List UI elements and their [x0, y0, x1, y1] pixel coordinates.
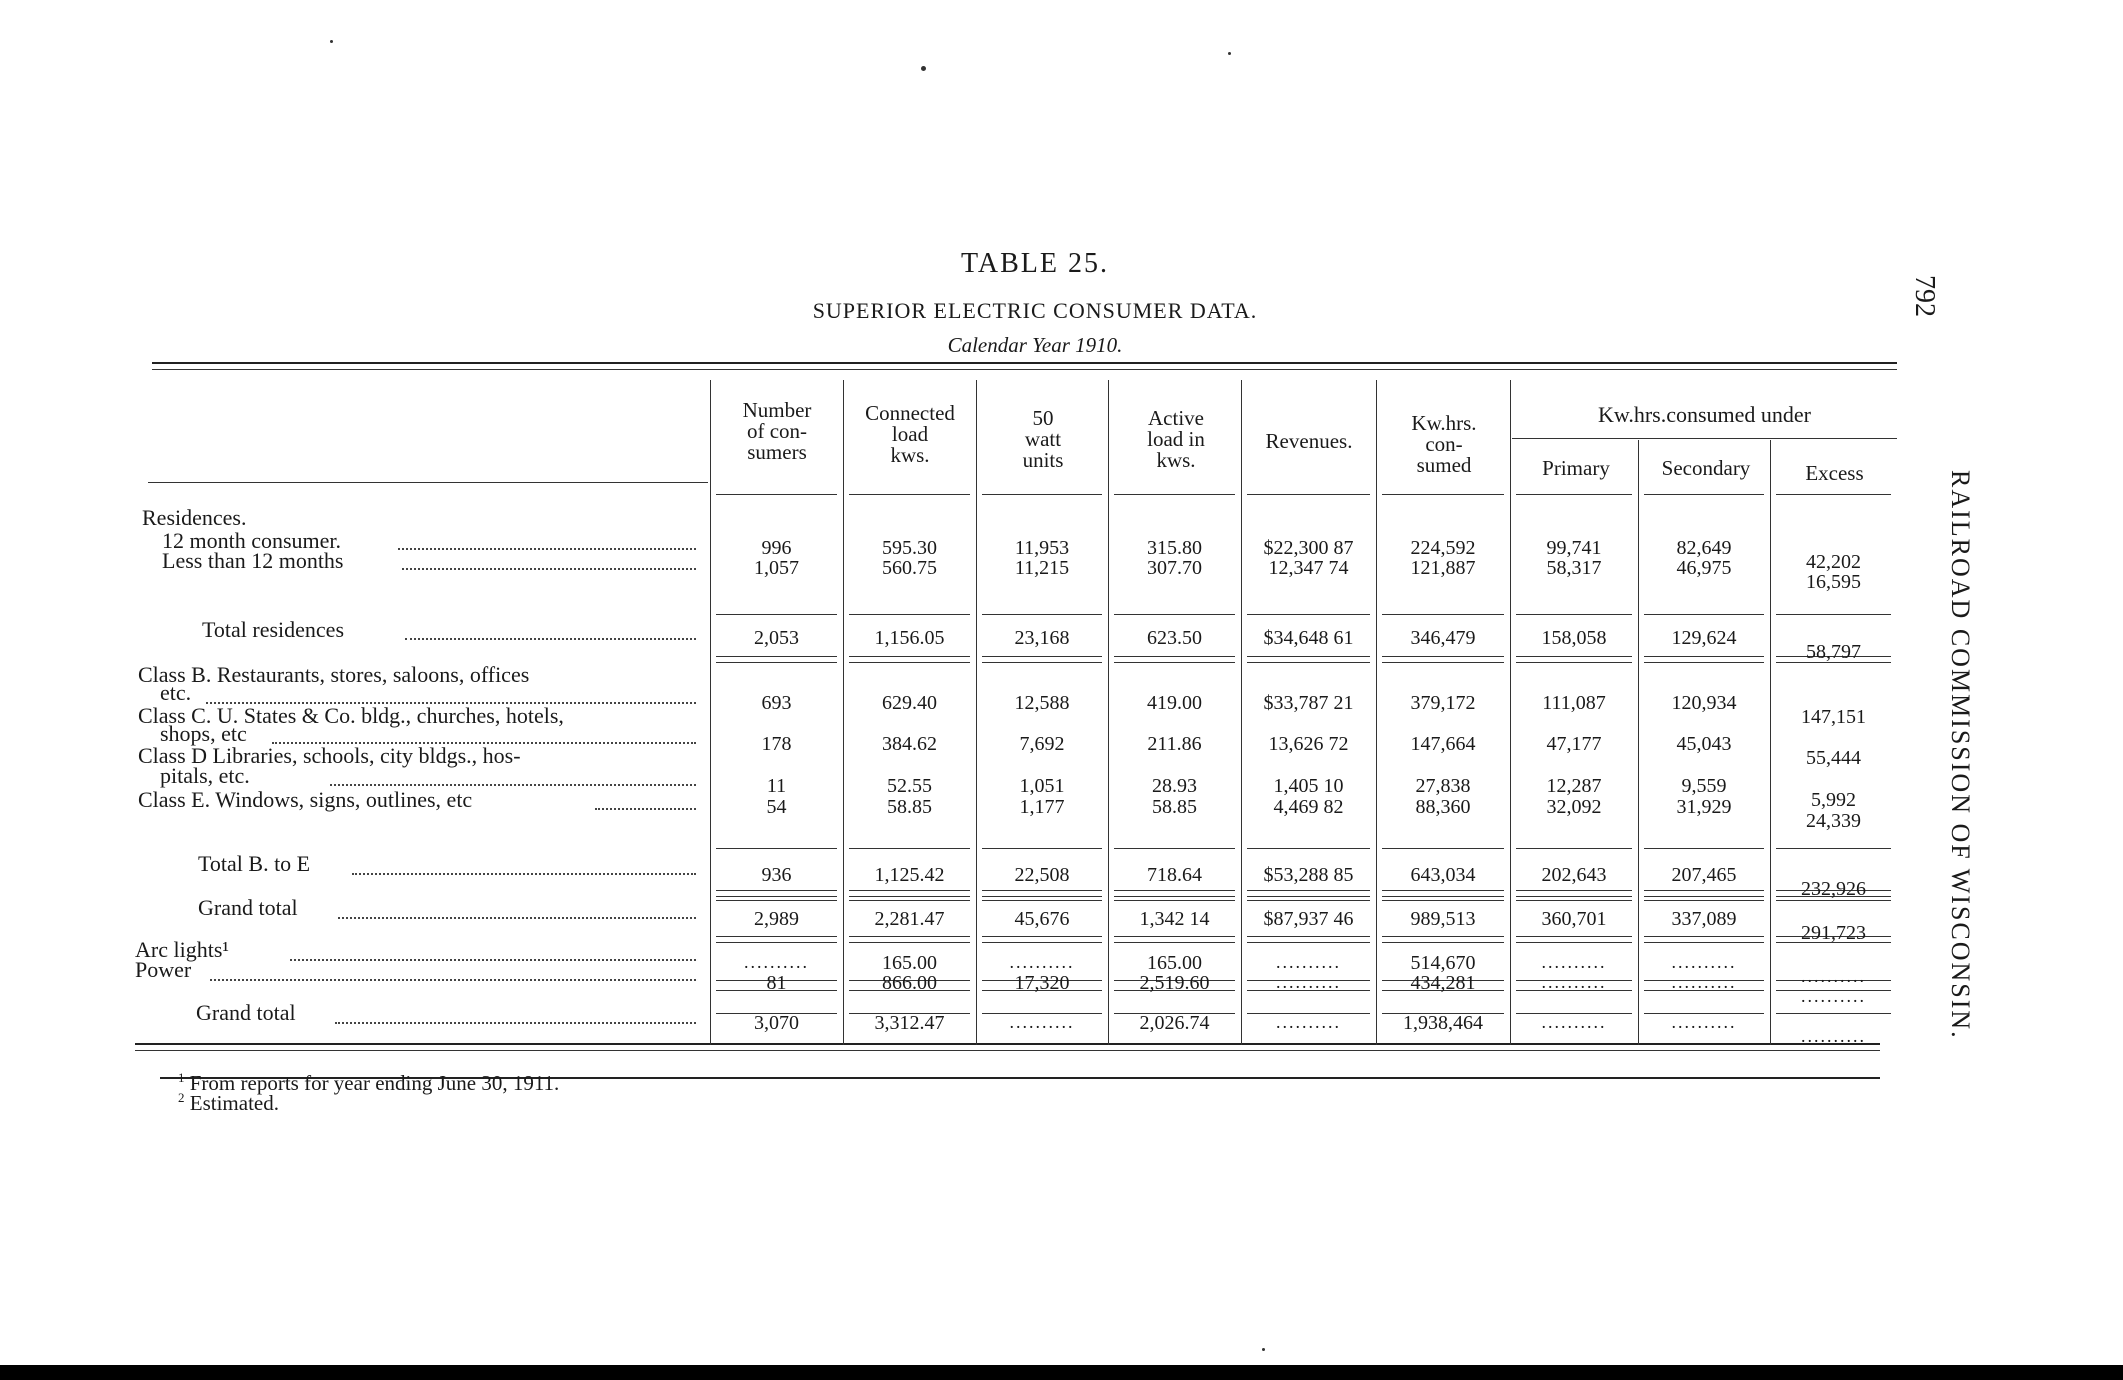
table-cell: 178	[761, 733, 792, 755]
table-cell: 45,043	[1676, 733, 1732, 755]
table-cell: 58,797	[1806, 641, 1861, 663]
label-class-c-cont: shops, etc	[160, 721, 247, 746]
header-connected-load: Connected load kws.	[865, 401, 955, 467]
table-cell: $22,300 87	[1263, 537, 1354, 559]
table-cell: 58,317	[1546, 557, 1602, 579]
table-cell: 2,026.74	[1139, 1012, 1210, 1034]
header-kwhrs-consumed: Kw.hrs. con- sumed	[1411, 411, 1477, 477]
page-number: 792	[1909, 275, 1940, 317]
table-cell: 514,670	[1410, 952, 1476, 974]
table-cell: 643,034	[1410, 864, 1476, 886]
table-cell: 560.75	[882, 557, 937, 579]
table-cell: 595.30	[882, 537, 937, 559]
table-cell: 4,469 82	[1273, 796, 1344, 818]
label-power: Power	[135, 957, 192, 982]
table-cell: 147,151	[1801, 706, 1866, 728]
table-cell: 55,444	[1806, 747, 1861, 769]
table-cell: 23,168	[1014, 627, 1070, 649]
empty-cell: ..........	[744, 952, 809, 972]
header-active-load: Active load in kws.	[1147, 406, 1205, 472]
table-cell: 99,741	[1546, 537, 1602, 559]
table-cell: 42,202	[1806, 551, 1861, 573]
empty-cell: ..........	[1801, 1026, 1866, 1046]
label-class-d: Class D Libraries, schools, city bldgs., hos-	[138, 743, 521, 768]
table-cell: 3,312.47	[874, 1012, 945, 1034]
table-cell: 307.70	[1147, 557, 1202, 579]
table-cell: 936	[761, 864, 792, 886]
table-cell: 120,934	[1671, 692, 1737, 714]
table-cell: 379,172	[1410, 692, 1476, 714]
table-cell: 54	[766, 796, 787, 818]
header-primary: Primary	[1542, 456, 1610, 480]
label-grand-total-1: Grand total	[198, 895, 298, 920]
table-cell: 165.00	[882, 952, 937, 974]
label-class-b-cont: etc.	[160, 680, 192, 705]
label-class-d-cont: pitals, etc.	[160, 763, 250, 788]
table-cell: 224,592	[1410, 537, 1476, 559]
table-cell: 629.40	[882, 692, 937, 714]
label-less-than-12-months: Less than 12 months	[162, 548, 344, 573]
table-cell: $33,787 21	[1263, 692, 1354, 714]
table-cell: 1,177	[1019, 796, 1065, 818]
table-cell: 989,513	[1410, 908, 1476, 930]
empty-cell: ..........	[1276, 1012, 1341, 1032]
table-cell: 58.85	[887, 796, 932, 818]
label-class-e: Class E. Windows, signs, outlines, etc	[138, 787, 473, 812]
table-cell: 211.86	[1147, 733, 1202, 755]
empty-cell: ..........	[1541, 972, 1607, 992]
table-cell: 121,887	[1410, 557, 1476, 579]
table-cell: 996	[761, 537, 792, 559]
table-cell: 24,339	[1806, 810, 1861, 832]
table-cell: $87,937 46	[1263, 908, 1354, 930]
table-cell: 129,624	[1671, 627, 1737, 649]
table-cell: 2,989	[754, 908, 799, 930]
table-cell: $34,648 61	[1263, 627, 1354, 649]
empty-cell: ..........	[1276, 972, 1341, 992]
table-title: TABLE 25.	[961, 248, 1109, 279]
empty-cell: ..........	[1541, 1012, 1607, 1032]
table-cell: 693	[761, 692, 792, 714]
label-arc-lights: Arc lights¹	[135, 937, 229, 962]
table-cell: 46,975	[1676, 557, 1732, 579]
footnote-2: $^2$ Estimated.	[178, 1090, 279, 1115]
table-cell: 47,177	[1546, 733, 1602, 755]
empty-cell: ..........	[1009, 952, 1075, 972]
table-cell: 45,676	[1014, 908, 1070, 930]
table-cell: 1,938,464	[1403, 1012, 1483, 1034]
table-cell: 5,992	[1811, 789, 1856, 811]
table-cell: 866.00	[882, 972, 937, 994]
table-subtitle: SUPERIOR ELECTRIC CONSUMER DATA.	[812, 298, 1258, 323]
table-cell: 17,320	[1014, 972, 1070, 994]
table-cell: 11	[766, 775, 787, 797]
table-cell: 31,929	[1676, 796, 1732, 818]
table-cell: 165.00	[1147, 952, 1202, 974]
table-cell: 81	[766, 972, 787, 994]
table-cell: 2,281.47	[874, 908, 945, 930]
table-cell: 32,092	[1546, 796, 1602, 818]
empty-cell: ..........	[1009, 1012, 1075, 1032]
empty-cell: ..........	[1801, 966, 1866, 986]
label-12-month-consumer: 12 month consumer.	[162, 528, 342, 553]
label-class-c: Class C. U. States & Co. bldg., churches, hotels,	[138, 703, 564, 728]
scan-border	[0, 1365, 2123, 1380]
table-cell: 111,087	[1542, 692, 1606, 714]
table-cell: 1,125.42	[874, 864, 945, 886]
table-cell: 147,664	[1410, 733, 1476, 755]
empty-cell: ..........	[1671, 1012, 1737, 1032]
table-cell: 158,058	[1541, 627, 1607, 649]
table-cell: 58.85	[1152, 796, 1197, 818]
empty-cell: ..........	[1671, 952, 1737, 972]
footnote-1: $^1$ From reports for year ending June 30, 1911.	[178, 1070, 560, 1095]
table-cell: 1,342 14	[1139, 908, 1210, 930]
empty-cell: ..........	[1541, 952, 1607, 972]
header-revenues: Revenues.	[1265, 429, 1353, 453]
header-secondary: Secondary	[1661, 456, 1751, 480]
table-cell: 82,649	[1676, 537, 1732, 559]
table-cell: 12,287	[1546, 775, 1602, 797]
label-total-residences: Total residences	[202, 617, 345, 642]
table-cell: 2,053	[754, 627, 799, 649]
table-cell: 3,070	[754, 1012, 799, 1034]
header-consumers: Number of con- sumers	[742, 398, 812, 464]
table-cell: 1,405 10	[1273, 775, 1344, 797]
running-head: RAILROAD COMMISSION OF WISCONSIN.	[1946, 470, 1975, 1040]
table-cell: 27,838	[1415, 775, 1471, 797]
table-cell: 16,595	[1806, 571, 1861, 593]
label-class-b: Class B. Restaurants, stores, saloons, offices	[138, 662, 530, 687]
label-grand-total-2: Grand total	[196, 1000, 296, 1025]
table-cell: 11,953	[1014, 537, 1070, 559]
table-cell: 12,588	[1014, 692, 1070, 714]
table-cell: 22,508	[1014, 864, 1070, 886]
table-cell: 360,701	[1541, 908, 1607, 930]
table-cell: 12,347 74	[1268, 557, 1349, 579]
table-cell: 2,519.60	[1139, 972, 1210, 994]
table-cell: 11,215	[1014, 557, 1070, 579]
table-cell: 207,465	[1671, 864, 1737, 886]
table-cell: 337,089	[1671, 908, 1737, 930]
table-cell: 346,479	[1410, 627, 1476, 649]
header-50-watt-units: 50 watt units	[1022, 406, 1064, 472]
table-cell: 9,559	[1681, 775, 1727, 797]
table-cell: 315.80	[1147, 537, 1202, 559]
header-kwhrs-group: Kw.hrs.consumed under	[1597, 402, 1812, 427]
table-cell: 232,926	[1801, 878, 1866, 900]
table-cell: 7,692	[1019, 733, 1065, 755]
table-caption: Calendar Year 1910.	[947, 333, 1123, 357]
table-cell: $53,288 85	[1263, 864, 1354, 886]
label-residences: Residences.	[142, 505, 247, 530]
table-cell: 1,051	[1019, 775, 1065, 797]
table-cell: 88,360	[1415, 796, 1471, 818]
table-cell: 384.62	[882, 733, 937, 755]
table-cell: 434,281	[1410, 972, 1476, 994]
table-cell: 1,057	[754, 557, 799, 579]
table-cell: 52.55	[887, 775, 932, 797]
table-cell: 202,643	[1541, 864, 1607, 886]
empty-cell: ..........	[1276, 952, 1341, 972]
label-total-b-to-e: Total B. to E	[198, 851, 311, 876]
table-cell: 1,156.05	[874, 627, 945, 649]
table-cell: 291,723	[1801, 922, 1866, 944]
table-cell: 718.64	[1147, 864, 1202, 886]
table-cell: 13,626 72	[1268, 733, 1349, 755]
table-cell: 419.00	[1147, 692, 1202, 714]
table-cell: 623.50	[1147, 627, 1202, 649]
empty-cell: ..........	[1671, 972, 1737, 992]
table-cell: 28.93	[1152, 775, 1197, 797]
empty-cell: ..........	[1801, 986, 1866, 1006]
header-excess: Excess	[1805, 461, 1864, 485]
